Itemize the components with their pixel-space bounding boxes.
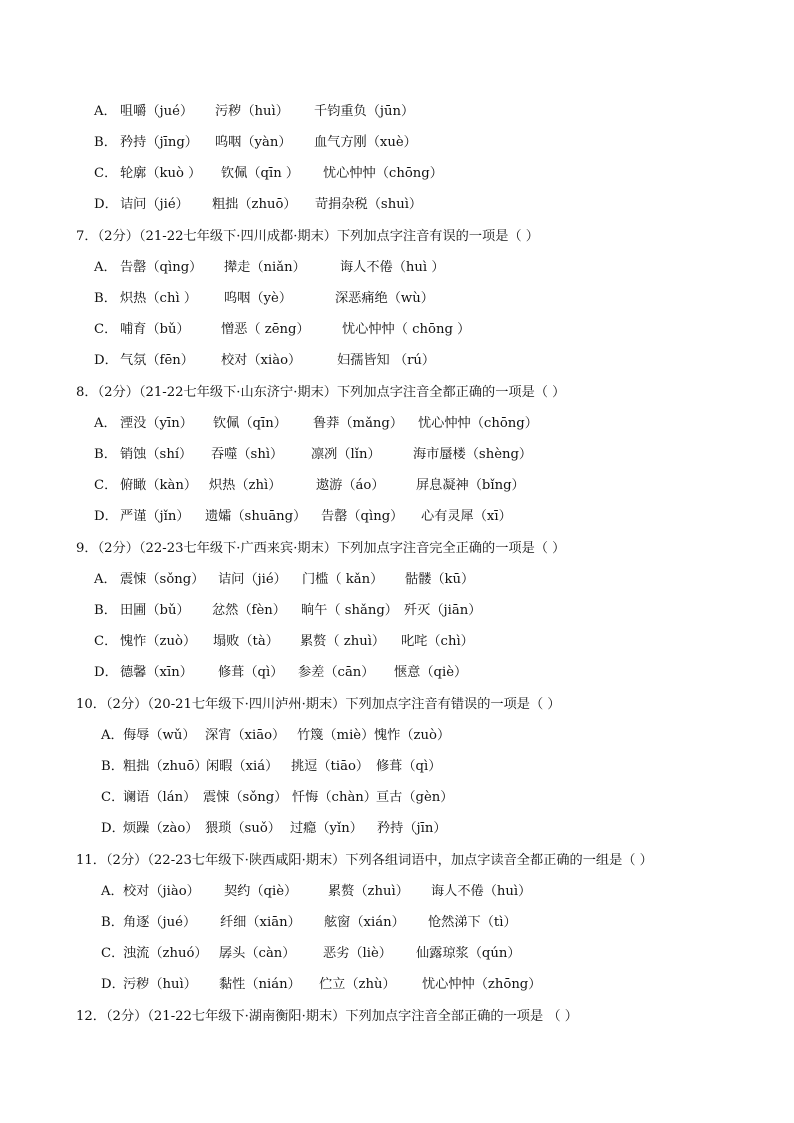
option-word: 深宵（xiāo） <box>205 728 286 743</box>
option-word: 晌午（ shǎng） <box>301 603 398 618</box>
option-word: 钦佩（qīn） <box>213 416 287 431</box>
option-word: 凛冽（lǐn） <box>311 447 381 462</box>
option-word: 浊流（zhuó） <box>123 946 208 961</box>
option-word: 鲁莽（mǎng） <box>313 416 404 431</box>
option-word: 海市蜃楼（shèng） <box>413 447 533 462</box>
option-word: 修葺（qì） <box>376 759 442 774</box>
option-word: 挑逗（tiāo） <box>291 759 370 774</box>
option-word: 俯瞰（kàn） <box>120 478 198 493</box>
option-word: 参差（cān） <box>298 665 375 680</box>
option-word: 遨游（áo） <box>316 478 385 493</box>
option-word: 忧心忡忡（zhōng） <box>422 977 542 992</box>
option-word: 舷窗（xián） <box>324 915 405 930</box>
option-word: 纤细（xiān） <box>220 915 301 930</box>
option-word: 门槛（ kǎn） <box>302 572 384 587</box>
option-letter: A． <box>101 728 124 743</box>
option-letter: C． <box>94 322 118 337</box>
option-letter: A． <box>101 884 124 899</box>
option-word: 亘古（gèn） <box>376 790 454 805</box>
option-letter: A． <box>94 416 117 431</box>
option-word: 诲人不倦（huì ） <box>340 260 445 275</box>
option-word: 累赘（zhuì） <box>328 884 409 899</box>
option-word: 告罄（qìng） <box>120 260 203 275</box>
option-word: 千钧重负（jūn） <box>314 104 415 119</box>
option-word: 妇孺皆知 （rú） <box>337 353 436 368</box>
option-letter: B． <box>94 135 117 150</box>
option-word: 咀嚼（jué） <box>120 104 194 119</box>
option-word: 忧心忡忡（ chōng ） <box>342 322 471 337</box>
option-letter: B． <box>94 603 117 618</box>
option-word: 烦躁（zào） <box>123 821 199 836</box>
option-letter: D． <box>101 977 125 992</box>
option-word: 憎恶（ zēng） <box>221 322 310 337</box>
option-letter: C． <box>101 790 125 805</box>
option-word: 田圃（bǔ） <box>120 603 190 618</box>
option-word: 骷髅（kū） <box>405 572 475 587</box>
option-word: 诘问（jié） <box>218 572 287 587</box>
question-stem: 8．（2分）（21-22七年级下·山东济宁·期末）下列加点字注音全都正确的一项是（ ） <box>76 385 566 400</box>
option-word: 呜咽（yè） <box>224 291 293 306</box>
option-word: 忏悔（chàn） <box>292 790 377 805</box>
option-word: 校对（jiào） <box>123 884 200 899</box>
option-word: 黏性（nián） <box>219 977 301 992</box>
option-word: 矜持（jīn） <box>377 821 447 836</box>
option-word: 湮没（yīn） <box>120 416 193 431</box>
option-word: 塌败（tà） <box>213 634 279 649</box>
option-word: 呜咽（yàn） <box>215 135 292 150</box>
option-word: 忧心忡忡（chōng） <box>323 166 443 181</box>
option-word: 炽热（zhì） <box>209 478 282 493</box>
option-word: 钦佩（qīn ） <box>221 166 300 181</box>
option-word: 震悚（sǒng） <box>203 790 288 805</box>
option-word: 苛捐杂税（shuì） <box>315 197 423 212</box>
question-stem: 10．（2分）（20-21七年级下·四川泸州·期末）下列加点字注音有错误的一项是（ ） <box>76 697 561 712</box>
option-word: 过瘾（yǐn） <box>290 821 363 836</box>
option-word: 孱头（càn） <box>219 946 296 961</box>
option-word: 闲暇（xiá） <box>206 759 279 774</box>
option-letter: D． <box>94 197 118 212</box>
option-word: 告罄（qìng） <box>321 509 404 524</box>
option-word: 矜持（jīng） <box>120 135 198 150</box>
option-word: 谰语（lán） <box>123 790 197 805</box>
option-word: 累赘（ zhuì） <box>300 634 386 649</box>
option-word: 销蚀（shí） <box>120 447 193 462</box>
option-letter: B． <box>101 915 124 930</box>
option-word: 校对（xiào） <box>221 353 302 368</box>
option-letter: B． <box>94 291 117 306</box>
option-word: 忧心忡忡（chōng） <box>418 416 538 431</box>
option-word: 叱咤（chì） <box>401 634 474 649</box>
option-word: 惬意（qiè） <box>394 665 468 680</box>
option-letter: B． <box>101 759 124 774</box>
option-word: 仙露琼浆（qún） <box>416 946 521 961</box>
option-word: 吞噬（shì） <box>211 447 284 462</box>
option-word: 愧怍（zuò） <box>120 634 197 649</box>
option-word: 伫立（zhù） <box>319 977 396 992</box>
option-letter: D． <box>94 665 118 680</box>
option-letter: A． <box>94 260 117 275</box>
option-letter: B． <box>94 447 117 462</box>
option-word: 猥琐（suǒ） <box>205 821 281 836</box>
option-word: 心有灵犀（xī） <box>421 509 512 524</box>
option-word: 哺育（bǔ） <box>120 322 190 337</box>
option-word: 深恶痛绝（wù） <box>335 291 434 306</box>
option-letter: C． <box>94 166 118 181</box>
option-word: 震悚（sǒng） <box>120 572 205 587</box>
option-word: 恶劣（liè） <box>323 946 392 961</box>
option-word: 炽热（chì ） <box>120 291 198 306</box>
option-word: 愧怍（zuò） <box>374 728 451 743</box>
option-letter: A． <box>94 572 117 587</box>
option-word: 轮廓（kuò ） <box>120 166 202 181</box>
option-letter: D． <box>94 509 118 524</box>
option-word: 侮辱（wǔ） <box>123 728 196 743</box>
option-letter: C． <box>94 478 118 493</box>
question-stem: 7．（2分）（21-22七年级下·四川成都·期末）下列加点字注音有误的一项是（ ） <box>76 229 539 244</box>
option-letter: C． <box>101 946 125 961</box>
option-word: 污秽（huì） <box>215 104 289 119</box>
option-word: 角逐（jué） <box>123 915 197 930</box>
option-word: 诘问（jié） <box>120 197 189 212</box>
option-word: 粗拙（zhuō） <box>212 197 297 212</box>
question-stem: 11．（2分）（22-23七年级下·陕西咸阳·期末）下列各组词语中，加点字读音全都正确的一组是（ ） <box>76 853 653 868</box>
option-letter: D． <box>94 353 118 368</box>
option-word: 修葺（qì） <box>218 665 284 680</box>
option-word: 怆然涕下（tì） <box>428 915 517 930</box>
option-word: 粗拙（zhuō） <box>123 759 208 774</box>
option-letter: D． <box>101 821 125 836</box>
option-word: 诲人不倦（huì） <box>431 884 532 899</box>
option-word: 忿然（fèn） <box>212 603 286 618</box>
option-word: 严谨（jǐn） <box>120 509 190 524</box>
option-word: 撵走（niǎn） <box>224 260 306 275</box>
option-word: 契约（qiè） <box>224 884 298 899</box>
option-word: 污秽（huì） <box>123 977 197 992</box>
option-word: 竹篾（miè） <box>297 728 375 743</box>
option-word: 血气方刚（xuè） <box>314 135 417 150</box>
option-word: 气氛（fēn） <box>120 353 194 368</box>
option-word: 屏息凝神（bǐng） <box>416 478 525 493</box>
question-stem: 12．（2分）（21-22七年级下·湖南衡阳·期末）下列加点字注音全部正确的一项是 （ ） <box>76 1009 578 1024</box>
option-word: 遗孀（shuāng） <box>205 509 307 524</box>
question-stem: 9．（2分）（22-23七年级下·广西来宾·期末）下列加点字注音完全正确的一项是（ ） <box>76 541 566 556</box>
option-word: 歼灭（jiān） <box>404 603 482 618</box>
option-letter: C． <box>94 634 118 649</box>
option-word: 德馨（xīn） <box>120 665 193 680</box>
option-letter: A． <box>94 104 117 119</box>
